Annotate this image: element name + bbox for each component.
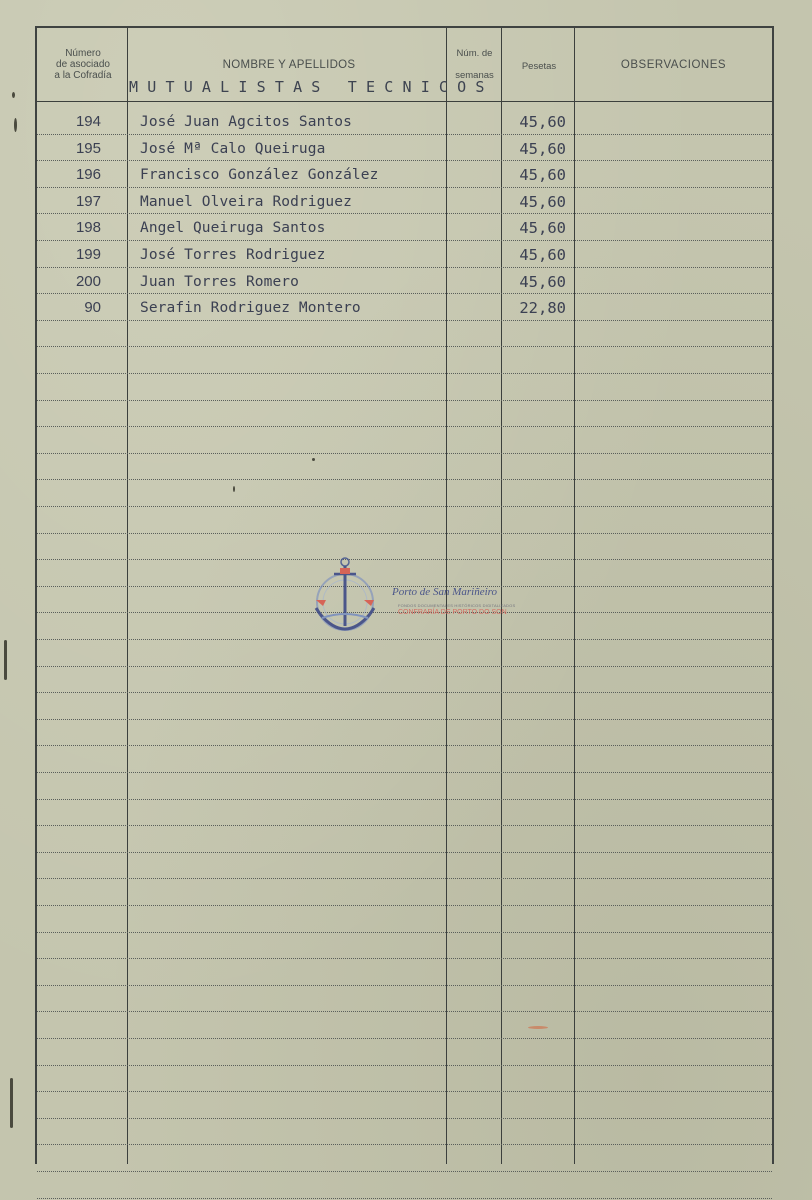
row-rule: [37, 1065, 772, 1066]
row-rule: [37, 905, 772, 906]
member-name: José Torres Rodriguez: [140, 247, 326, 263]
row-rule: [37, 533, 772, 534]
anchor-logo-icon: [310, 552, 390, 647]
row-rule: [37, 932, 772, 933]
member-name: Juan Torres Romero: [140, 273, 299, 290]
row-rule: [37, 479, 772, 480]
row-rule: [37, 666, 772, 667]
header-pesetas: Pesetas: [521, 61, 557, 72]
pesetas-amount: 45,60: [519, 113, 566, 131]
archive-watermark: [310, 552, 516, 647]
row-rule: [37, 1171, 772, 1172]
row-rule: [37, 453, 772, 454]
watermark-subtitle: FONDOS DOCUMENTALES HISTÓRICOS DIGITALIZADOS: [398, 603, 516, 608]
row-rule: [37, 400, 772, 401]
header-observations: OBSERVACIONES: [620, 59, 727, 71]
member-number: 90: [84, 299, 101, 317]
paper-speck: [4, 640, 7, 680]
watermark-org: CONFRARÍA DE PORTO DO SON: [398, 609, 507, 616]
row-rule: [37, 692, 772, 693]
paper-speck: [528, 1026, 548, 1029]
table-row: [37, 295, 772, 321]
pesetas-amount: 45,60: [519, 139, 566, 158]
row-rule: [37, 1038, 772, 1039]
member-name: Manuel Olveira Rodriguez: [140, 193, 352, 210]
member-number: 196: [75, 166, 101, 184]
table-row: [37, 136, 772, 162]
row-rule: [37, 1011, 772, 1012]
paper-speck: [312, 458, 315, 461]
row-rule: [37, 825, 772, 826]
member-name: José Juan Agcitos Santos: [140, 114, 352, 130]
member-number: 198: [75, 219, 101, 237]
member-number: 200: [75, 272, 101, 290]
watermark-title: Porto de San Mariñeiro: [392, 586, 497, 598]
table-row: [37, 189, 772, 215]
row-rule: [37, 878, 772, 879]
member-name: José Mª Calo Queiruga: [140, 140, 326, 157]
pesetas-amount: 45,60: [519, 166, 566, 185]
row-rule: [37, 745, 772, 746]
member-name: Francisco González González: [140, 167, 379, 184]
row-rule: [37, 958, 772, 959]
row-rule: [37, 426, 772, 427]
paper-speck: [10, 1078, 13, 1128]
row-rule: [37, 799, 772, 800]
header-member-number: Número de asociado a la Cofradía: [54, 48, 112, 81]
pesetas-amount: 22,80: [519, 299, 566, 318]
table-row: [37, 269, 772, 295]
row-rule: [37, 985, 772, 986]
row-rule: [37, 373, 772, 374]
header-name: NOMBRE Y APELLIDOS: [222, 59, 356, 71]
table-row: [37, 109, 772, 135]
row-rule: [37, 1198, 772, 1199]
table-row: [37, 215, 772, 241]
member-number: 199: [75, 246, 101, 263]
member-number: 195: [75, 139, 101, 157]
table-row: [37, 162, 772, 188]
row-rule: [37, 1144, 772, 1145]
member-name: Angel Queiruga Santos: [140, 220, 326, 237]
paper-speck: [233, 486, 235, 492]
table-row: [37, 242, 772, 268]
row-rule: [37, 719, 772, 720]
member-number: 197: [75, 192, 101, 210]
row-rule: [37, 506, 772, 507]
row-rule: [37, 1091, 772, 1092]
pesetas-amount: 45,60: [519, 272, 566, 291]
pesetas-amount: 45,60: [519, 219, 566, 238]
section-title: MUTUALISTAS TECNICOS: [129, 78, 494, 96]
row-rule: [37, 852, 772, 853]
pesetas-amount: 45,60: [519, 192, 566, 211]
pesetas-amount: 45,60: [519, 246, 566, 264]
row-rule: [37, 772, 772, 773]
header-divider: [37, 101, 772, 102]
row-rule: [37, 1118, 772, 1119]
header-weeks: Núm. de semanas: [455, 47, 494, 81]
row-rule: [37, 346, 772, 347]
paper-speck: [14, 118, 17, 132]
paper-speck: [12, 92, 15, 98]
member-name: Serafin Rodriguez Montero: [140, 300, 361, 317]
member-number: 194: [75, 113, 101, 130]
